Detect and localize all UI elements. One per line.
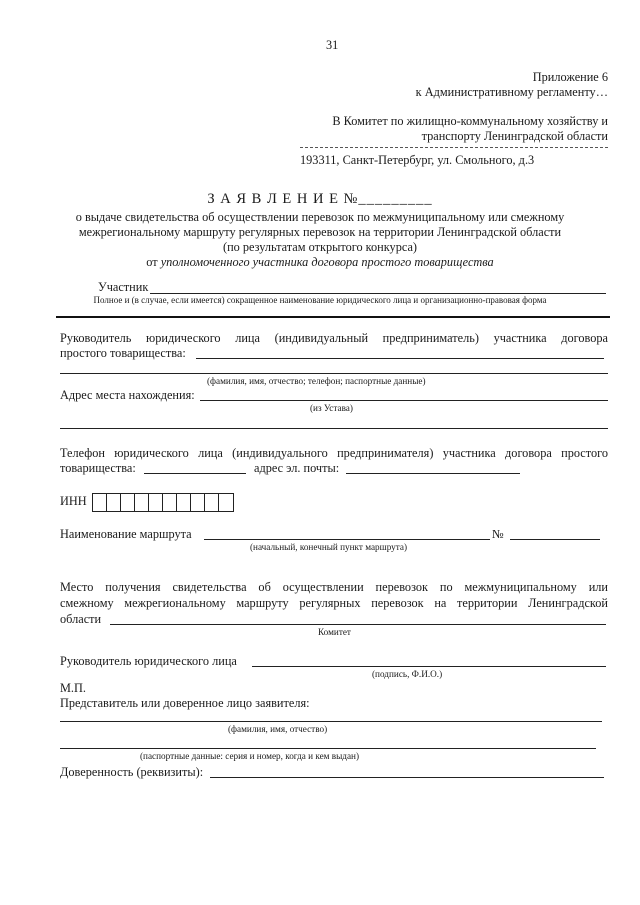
receipt-line-3: области [60, 612, 102, 626]
route-number-field[interactable] [510, 539, 600, 540]
representative-passport-hint: (паспортные данные: серия и номер, когда и кем выдан) [140, 751, 360, 761]
appendix-line-1: Приложение 6 [532, 70, 608, 84]
representative-name-field[interactable] [60, 721, 602, 722]
address-label: Адрес места нахождения: [60, 388, 195, 402]
inn-input[interactable] [92, 493, 234, 512]
signature-hint: (подпись, Ф.И.О.) [372, 669, 443, 679]
head-hint: (фамилия, имя, отчество; телефон; паспортные данные) [207, 376, 426, 386]
inn-cell[interactable] [149, 494, 163, 511]
inn-cell[interactable] [191, 494, 205, 511]
address-hint: (из Устава) [310, 403, 353, 413]
signature-field[interactable] [252, 666, 606, 667]
email-field[interactable] [346, 473, 520, 474]
recipient-address: 193311, Санкт-Петербург, ул. Смольного, д.3 [300, 153, 535, 167]
receipt-field[interactable] [110, 624, 606, 625]
inn-label: ИНН [60, 494, 87, 508]
email-label: адрес эл. почты: [254, 461, 340, 475]
stamp-label: М.П. [60, 681, 86, 695]
phone-field[interactable] [144, 473, 246, 474]
inn-cell[interactable] [205, 494, 219, 511]
title-line-4-italic: уполномоченного участника договора простого товарищества [160, 255, 494, 269]
representative-name-hint: (фамилия, имя, отчество) [228, 724, 328, 734]
inn-cell[interactable] [163, 494, 177, 511]
title-line-1: о выдаче свидетельства об осуществлении перевозок по межмуниципальному или смежному [75, 210, 565, 224]
inn-cell[interactable] [177, 494, 191, 511]
appendix-line-2: к Административному регламенту… [415, 85, 608, 99]
participant-field[interactable] [150, 293, 606, 294]
head-field-2[interactable] [60, 373, 608, 374]
statement-heading: З А Я В Л Е Н И Е №_________ [207, 191, 433, 207]
inn-cell[interactable] [121, 494, 135, 511]
recipient-line-1: В Комитет по жилищно-коммунальному хозяйству и [332, 114, 608, 128]
participant-hint: Полное и (в случае, если имеется) сокращенное наименование юридического лица и организационно-правовая форма [93, 295, 547, 305]
receipt-line-1: Место получения свидетельства об осуществлении перевозок по межмуниципальному или [60, 580, 608, 594]
section-divider [56, 316, 610, 318]
inn-cell[interactable] [93, 494, 107, 511]
phone-label-line-1: Телефон юридического лица (индивидуального предпринимателя) участника договора простого [60, 446, 608, 460]
route-number-label: № [492, 527, 504, 541]
representative-label: Представитель или доверенное лицо заявителя: [60, 696, 310, 710]
power-of-attorney-field[interactable] [210, 777, 604, 778]
signature-label: Руководитель юридического лица [60, 654, 237, 668]
head-label-line-2: простого товарищества: [60, 346, 186, 360]
participant-label: Участник [98, 280, 149, 294]
inn-cell[interactable] [135, 494, 149, 511]
title-line-4 [0, 255, 640, 270]
route-field[interactable] [204, 539, 490, 540]
head-label-line-1: Руководитель юридического лица (индивидуальный предприниматель) участника договора [60, 331, 608, 345]
address-field[interactable] [200, 400, 608, 401]
title-line-2: межрегиональному маршруту регулярных перевозок на территории Ленинградской области [78, 225, 562, 239]
title-line-4-prefix: от [146, 255, 161, 269]
route-hint: (начальный, конечный пункт маршрута) [250, 542, 408, 552]
recipient-line-2: транспорту Ленинградской области [421, 129, 608, 143]
recipient-divider [300, 147, 608, 148]
address-field-2[interactable] [60, 428, 608, 429]
inn-cell[interactable] [107, 494, 121, 511]
head-field-1[interactable] [196, 358, 604, 359]
receipt-hint: Комитет [318, 627, 351, 637]
page-number: 31 [326, 38, 339, 52]
route-label: Наименование маршрута [60, 527, 192, 541]
title-line-3: (по результатам открытого конкурса) [222, 240, 418, 254]
power-of-attorney-label: Доверенность (реквизиты): [60, 765, 204, 779]
inn-cell[interactable] [219, 494, 233, 511]
representative-passport-field[interactable] [60, 748, 596, 749]
receipt-line-2: смежному межрегиональному маршруту регулярных перевозок на территории Ленинградской [60, 596, 608, 610]
phone-label-line-2: товарищества: [60, 461, 136, 475]
